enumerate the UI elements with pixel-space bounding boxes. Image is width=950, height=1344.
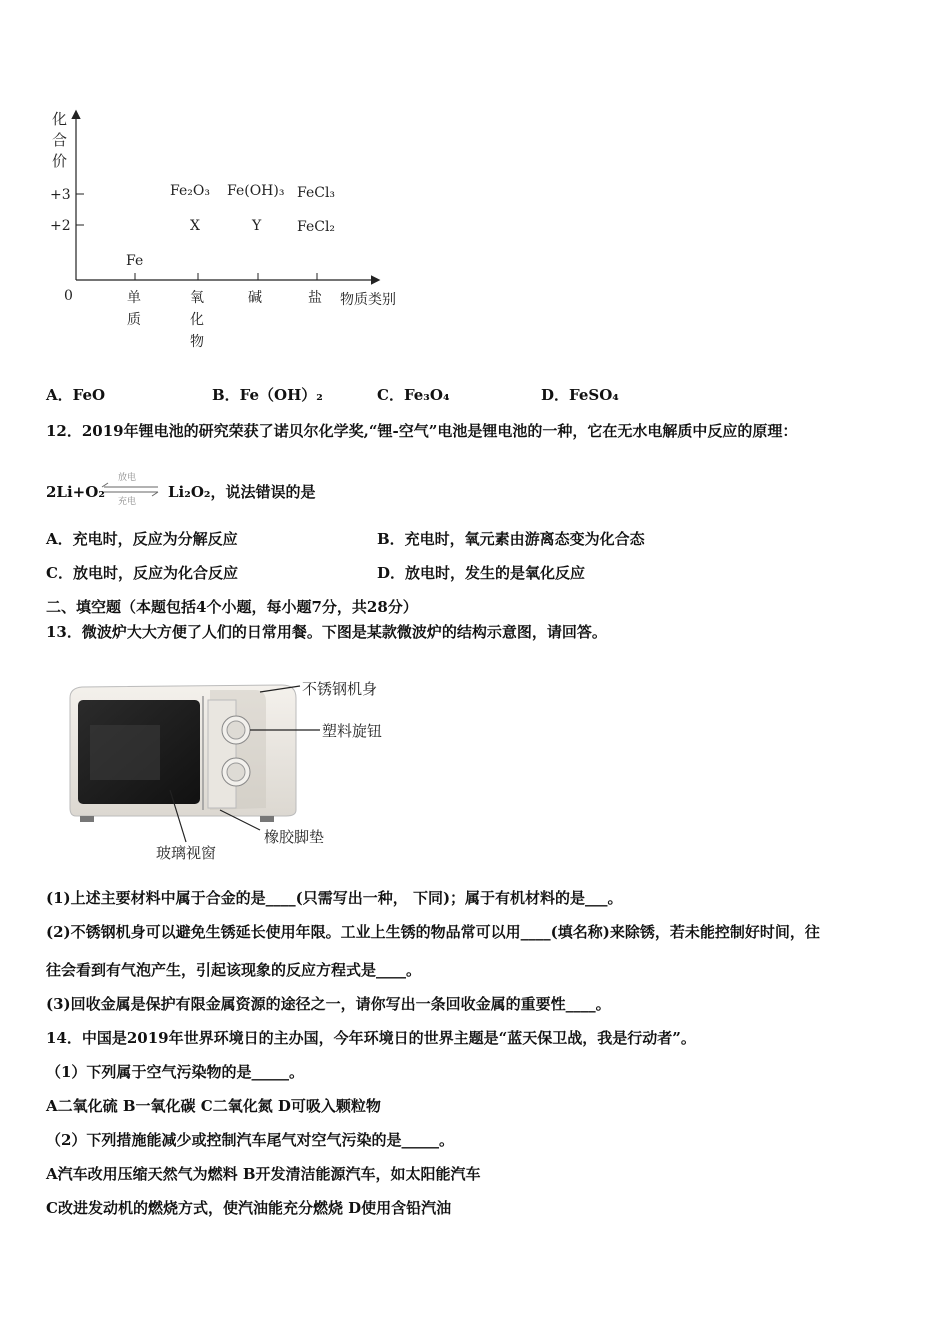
- reversible-arrow-icon: [100, 470, 162, 510]
- q13-stem: 13．微波炉大大方便了人们的日常用餐。下图是某款微波炉的结构示意图，请回答。: [46, 623, 607, 641]
- x-cat-elemental-2: 质: [127, 312, 141, 328]
- label-window: 玻璃视窗: [156, 844, 217, 862]
- origin-label: 0: [64, 288, 73, 304]
- eq-right: Li₂O₂，说法错误的是: [168, 483, 316, 501]
- valence-diagram: [40, 100, 440, 360]
- x-cat-oxide-2: 化: [190, 312, 204, 328]
- point-fe: Fe: [126, 253, 144, 269]
- q12-stem: 12．2019年锂电池的研究荣获了诺贝尔化学奖,“锂-空气”电池是锂电池的一种，它在无水电解质中反应的原理：: [46, 422, 798, 440]
- q13-part2b: 往会看到有气泡产生，引起该现象的反应方程式是____。: [46, 961, 422, 979]
- x-cat-oxide-3: 物: [190, 334, 204, 350]
- q13-part3: (3)回收金属是保护有限金属资源的途径之一，请你写出一条回收金属的重要性____。: [46, 995, 611, 1013]
- q14-part1: （1）下列属于空气污染物的是_____。: [46, 1063, 304, 1081]
- y-tick-plus3: +3: [50, 187, 71, 203]
- point-x: X: [190, 218, 200, 234]
- x-cat-elemental-1: 单: [127, 290, 141, 306]
- x-cat-oxide-1: 氧: [190, 290, 204, 306]
- q13-part1: (1)上述主要材料中属于合金的是____(只需写出一种， 下同)；属于有机材料的是___。: [46, 889, 623, 907]
- q12-option-a: A．充电时，反应为分解反应: [46, 530, 238, 548]
- microwave-diagram: [60, 670, 420, 870]
- label-feet: 橡胶脚垫: [264, 828, 325, 846]
- q12-option-d: D．放电时，发生的是氧化反应: [377, 564, 586, 582]
- q14-part1-options: A二氧化硫 B一氧化碳 C二氧化氮 D可吸入颗粒物: [46, 1097, 381, 1115]
- point-fecl2: FeCl₂: [297, 219, 336, 235]
- q14-part2-options1: A汽车改用压缩天然气为燃料 B开发清洁能源汽车，如太阳能汽车: [46, 1165, 481, 1183]
- section-heading: 二、填空题（本题包括4个小题，每小题7分，共28分）: [46, 598, 418, 616]
- x-cat-base: 碱: [248, 290, 262, 306]
- q14-part2-options2: C改进发动机的燃烧方式，使汽油能充分燃烧 D使用含铅汽油: [46, 1199, 452, 1217]
- q12-option-b: B．充电时，氧元素由游离态变为化合态: [377, 530, 645, 548]
- q14-part2: （2）下列措施能减少或控制汽车尾气对空气污染的是_____。: [46, 1131, 454, 1149]
- point-fecl3: FeCl₃: [297, 185, 336, 201]
- y-axis-label-2: 合: [52, 131, 68, 149]
- q14-stem: 14．中国是2019年世界环境日的主办国，今年环境日的世界主题是“蓝天保卫战，我是行动者”。: [46, 1029, 696, 1047]
- label-knob: 塑料旋钮: [322, 722, 383, 740]
- y-axis-label-3: 价: [52, 152, 68, 170]
- x-axis-label: 物质类别: [340, 292, 396, 308]
- eq-left: 2Li+O₂: [46, 483, 105, 501]
- eq-top: 放电: [118, 473, 137, 483]
- q11-option-a: A．FeO: [46, 386, 106, 404]
- q11-option-c: C．Fe₃O₄: [377, 386, 450, 404]
- y-axis-label-1: 化: [52, 110, 68, 128]
- label-body: 不锈钢机身: [302, 680, 378, 698]
- eq-bottom: 充电: [118, 497, 137, 507]
- q13-part2a: (2)不锈钢机身可以避免生锈延长使用年限。工业上生锈的物品常可以用____(填名称)来除锈，若未能控制好时间，往: [46, 923, 820, 941]
- point-feoh3: Fe(OH)₃: [227, 183, 285, 199]
- q11-option-b: B．Fe（OH）₂: [212, 386, 323, 404]
- x-cat-salt: 盐: [308, 290, 322, 306]
- q11-option-d: D．FeSO₄: [541, 386, 619, 404]
- point-fe2o3: Fe₂O₃: [170, 183, 210, 199]
- y-tick-plus2: +2: [50, 218, 71, 234]
- point-y: Y: [252, 218, 262, 234]
- q12-option-c: C．放电时，反应为化合反应: [46, 564, 238, 582]
